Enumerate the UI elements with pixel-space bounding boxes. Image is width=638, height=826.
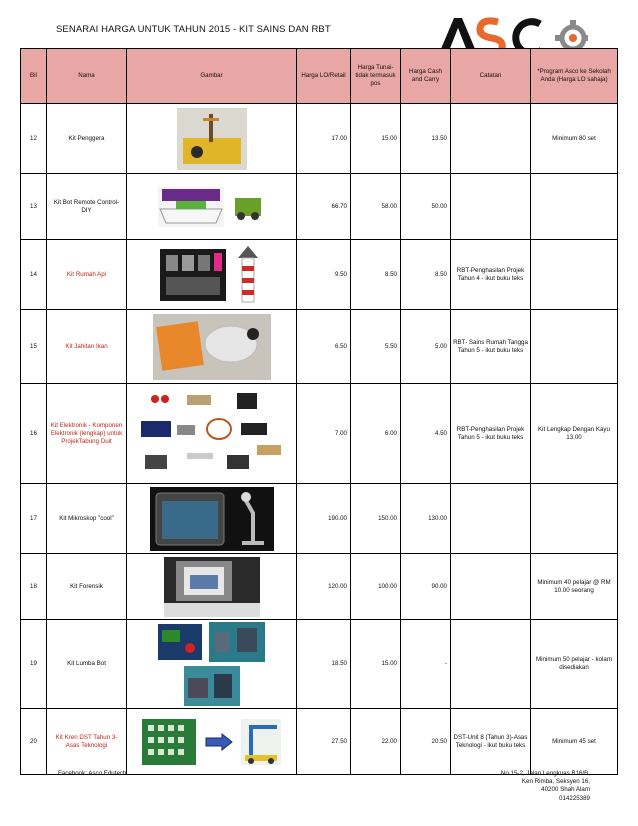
cell-harga-cash: 130.00 xyxy=(401,484,451,554)
header-harga-lo: Harga LO/Retail xyxy=(297,49,351,104)
cell-catatan: RBT-Penghasilan Projek Tahun 5 - ikut buku teks xyxy=(451,384,531,484)
cell-nama: Kit Mikroskop "cool" xyxy=(47,484,127,554)
cell-bil: 13 xyxy=(21,174,47,240)
header-harga-tunai: Harga Tunai-tidak termasuk pos xyxy=(351,49,401,104)
product-image-rumah-api xyxy=(127,240,297,310)
product-image-forensik xyxy=(127,554,297,620)
cell-harga-tunai: 15.00 xyxy=(351,104,401,174)
cell-program xyxy=(531,174,618,240)
table-row xyxy=(21,310,618,384)
cell-catatan: RBT-Penghasilan Projek Tahun 4 - ikut buku teks xyxy=(451,240,531,310)
cell-program xyxy=(531,484,618,554)
cell-bil: 20 xyxy=(21,709,47,775)
table-row xyxy=(21,384,618,484)
cell-harga-cash: 4.50 xyxy=(401,384,451,484)
header-gambar: Gambar xyxy=(127,49,297,104)
cell-bil: 16 xyxy=(21,384,47,484)
cell-bil: 19 xyxy=(21,620,47,709)
cell-program xyxy=(531,310,618,384)
footer-address-line: 40200 Shah Alam xyxy=(541,786,590,794)
product-image-jahitan-ikan xyxy=(127,310,297,384)
cell-nama: Kit Forensik xyxy=(47,554,127,620)
price-table xyxy=(20,48,618,775)
product-image-penggera xyxy=(127,104,297,174)
cell-harga-lo: 17.00 xyxy=(297,104,351,174)
cell-program: Minimum 45 set xyxy=(531,709,618,775)
cell-harga-lo: 190.00 xyxy=(297,484,351,554)
footer-address-line: Ken Rimba, Seksyen 16, xyxy=(521,778,590,786)
footer-address xyxy=(500,770,593,803)
product-image-kren xyxy=(127,709,297,775)
cell-nama: Kit Rumah Api xyxy=(47,240,127,310)
cell-bil: 15 xyxy=(21,310,47,384)
footer-address-line: 014225389 xyxy=(559,794,590,802)
cell-harga-tunai: 22.00 xyxy=(351,709,401,775)
cell-bil: 17 xyxy=(21,484,47,554)
cell-harga-tunai: 150.00 xyxy=(351,484,401,554)
table-row xyxy=(21,484,618,554)
cell-catatan xyxy=(451,104,531,174)
cell-harga-lo: 27.50 xyxy=(297,709,351,775)
cell-harga-lo: 7.00 xyxy=(297,384,351,484)
cell-harga-lo: 66.70 xyxy=(297,174,351,240)
cell-harga-lo: 18.50 xyxy=(297,620,351,709)
product-image-bot-remote xyxy=(127,174,297,240)
cell-catatan: RBT- Sains Rumah Tangga Tahun 5 - ikut buku teks xyxy=(451,310,531,384)
cell-program: Minimum 50 pelajar - kolam disediakan xyxy=(531,620,618,709)
cell-program xyxy=(531,240,618,310)
cell-harga-lo: 6.50 xyxy=(297,310,351,384)
cell-bil: 12 xyxy=(21,104,47,174)
table-header-row xyxy=(21,49,618,104)
footer-facebook: Facebook: Asco Edutech xyxy=(58,770,127,777)
cell-catatan xyxy=(451,620,531,709)
header-harga-cash: Harga Cash and Carry xyxy=(401,49,451,104)
cell-harga-cash: 20.50 xyxy=(401,709,451,775)
cell-harga-lo: 9.50 xyxy=(297,240,351,310)
header-nama: Nama xyxy=(47,49,127,104)
cell-harga-tunai: 100.00 xyxy=(351,554,401,620)
table-row xyxy=(21,240,618,310)
cell-bil: 18 xyxy=(21,554,47,620)
cell-nama: Kit Jahitan Ikan xyxy=(47,310,127,384)
header-bil: Bil xyxy=(21,49,47,104)
table-row xyxy=(21,104,618,174)
page-title: SENARAI HARGA UNTUK TAHUN 2015 - KIT SAINS DAN RBT xyxy=(56,24,331,35)
cell-harga-cash: 8.50 xyxy=(401,240,451,310)
table-row xyxy=(21,709,618,775)
cell-harga-cash: - xyxy=(401,620,451,709)
header-catatan: Catatan xyxy=(451,49,531,104)
product-image-lumba-bot xyxy=(127,620,297,709)
cell-harga-tunai: 58.00 xyxy=(351,174,401,240)
cell-harga-tunai: 15.00 xyxy=(351,620,401,709)
cell-nama: Kit Lumba Bot xyxy=(47,620,127,709)
cell-nama: Kit Elektronik - Komponen Elektronik (lengkap) untuk ProjekTabung Duit xyxy=(47,384,127,484)
cell-harga-cash: 5.00 xyxy=(401,310,451,384)
product-image-mikroskop xyxy=(127,484,297,554)
cell-catatan xyxy=(451,174,531,240)
cell-program: Kit Lengkap Dengan Kayu 13.00 xyxy=(531,384,618,484)
footer-address-line: No 15-2, Jalan Lengkuas B16/B, xyxy=(500,770,590,777)
header-program: *Program Asco ke Sekolah Anda (Harga LO sahaja) xyxy=(531,49,618,104)
cell-harga-tunai: 8.50 xyxy=(351,240,401,310)
cell-harga-lo: 120.00 xyxy=(297,554,351,620)
cell-bil: 14 xyxy=(21,240,47,310)
cell-harga-cash: 50.00 xyxy=(401,174,451,240)
table-row xyxy=(21,554,618,620)
cell-catatan xyxy=(451,484,531,554)
cell-catatan xyxy=(451,554,531,620)
cell-nama: Kit Kren DST Tahun 3-Asas Teknologi xyxy=(47,709,127,775)
cell-program: Minimum 40 pelajar @ RM 10.00 seorang xyxy=(531,554,618,620)
cell-program: Minimum 80 set xyxy=(531,104,618,174)
table-row xyxy=(21,174,618,240)
product-image-elektronik xyxy=(127,384,297,484)
cell-harga-cash: 90.00 xyxy=(401,554,451,620)
cell-nama: Kit Bot Remote Control-DIY xyxy=(47,174,127,240)
cell-harga-tunai: 6.00 xyxy=(351,384,401,484)
table-row xyxy=(21,620,618,709)
cell-harga-cash: 13.50 xyxy=(401,104,451,174)
cell-harga-tunai: 5.50 xyxy=(351,310,401,384)
cell-catatan: DST-Unit 8 (Tahun 3)-Asas Teknologi - ikut buku teks xyxy=(451,709,531,775)
cell-nama: Kit Penggera xyxy=(47,104,127,174)
